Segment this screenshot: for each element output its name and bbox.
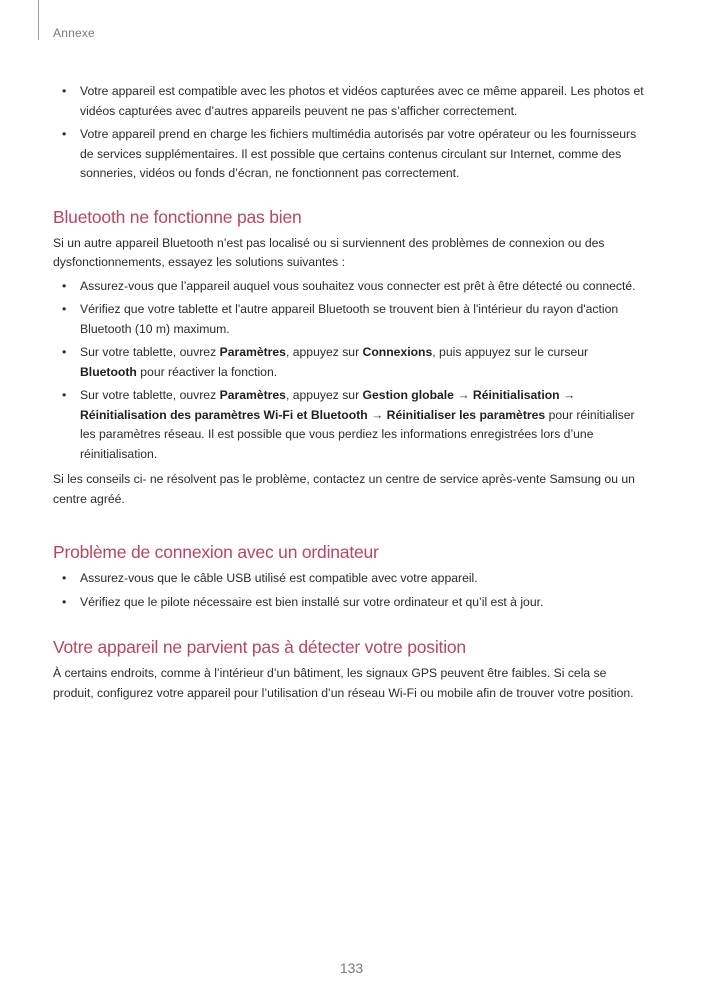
list-item: • Vérifiez que votre tablette et l'autre appareil Bluetooth se trouvent bien à l'intérieur du rayon d'action Bluetooth (10 m) maximum. <box>53 300 645 339</box>
list-item <box>53 343 645 382</box>
header-rule <box>38 0 39 40</box>
menu-path-connections: Connexions <box>362 345 433 359</box>
bullet-text: , appuyez sur <box>285 345 363 359</box>
intro-bullet-list <box>53 82 645 184</box>
menu-path-settings: Paramètres <box>219 388 286 402</box>
arrow-icon: → <box>453 388 473 402</box>
position-text: À certains endroits, comme à l’intérieur d’un bâtiment, les signaux GPS peuvent être faibles. Si cela se produit, configurez votre appareil pour l’utilisation d’un réseau Wi-Fi ou mobile afin de trouver votre position. <box>53 666 634 700</box>
page-number: 133 <box>339 960 364 976</box>
list-item: • Votre appareil est compatible avec les photos et vidéos capturées avec ce même appareil. Les photos et vidéos capturées avec d’autres appareils peuvent ne pas s’afficher correctement. <box>53 82 645 121</box>
bluetooth-section-title: Bluetooth ne fonctionne pas bien <box>53 206 302 227</box>
list-item: • Votre appareil prend en charge les fichiers multimédia autorisés par votre opérateur ou les fournisseurs de services supplémentaires. Il est possible que certains contenus circulant sur Internet, comme des sonneries, vidéos ou fonds d’écran, ne fonctionnent pas correctement. <box>53 125 645 184</box>
bullet-text: , appuyez sur <box>285 388 363 402</box>
computer-section-title: Problème de connexion avec un ordinateur <box>53 542 379 562</box>
bullet-text: Sur votre tablette, ouvrez <box>80 345 220 359</box>
computer-bullet-list <box>53 569 645 612</box>
menu-path-reset-network-settings: Réinitialisation des paramètres Wi-Fi et Bluetooth <box>80 407 368 422</box>
arrow-icon: → <box>559 388 576 402</box>
bluetooth-bullet-list <box>53 277 645 465</box>
bluetooth-outro: Si les conseils ci- ne résolvent pas le problème, contactez un centre de service après-vente Samsung ou un centre agréé. <box>53 472 635 506</box>
bullet-text: Sur votre tablette, ouvrez <box>80 388 220 402</box>
running-header: Annexe <box>53 26 95 40</box>
menu-path-reset: Réinitialisation <box>472 388 560 402</box>
bullet-text: , puis appuyez sur le curseur <box>432 345 589 359</box>
position-section-title: Votre appareil ne parvient pas à détecter votre position <box>53 637 466 657</box>
menu-path-bluetooth: Bluetooth <box>80 364 137 379</box>
arrow-icon: → <box>367 407 387 422</box>
menu-path-reset-settings: Réinitialiser les paramètres <box>386 407 546 422</box>
bluetooth-intro: Si un autre appareil Bluetooth n’est pas localisé ou si surviennent des problèmes de connexion ou des dysfonctionnements, essayez les solutions suivantes : <box>53 235 605 269</box>
menu-path-general-management: Gestion globale <box>362 388 454 402</box>
list-item <box>53 386 645 464</box>
list-item: • Vérifiez que le pilote nécessaire est bien installé sur votre ordinateur et qu’il est à jour. <box>53 593 645 613</box>
list-item: • Assurez-vous que le câble USB utilisé est compatible avec votre appareil. <box>53 569 645 589</box>
bullet-text: pour réactiver la fonction. <box>136 364 278 379</box>
list-item: • Assurez-vous que l’appareil auquel vous souhaitez vous connecter est prêt à être détecté ou connecté. <box>53 277 645 297</box>
menu-path-settings: Paramètres <box>219 345 286 359</box>
bullet-text: pour réinitialiser les paramètres réseau. Il est possible que vous perdiez les informations enregistrées lors d’une réinitialisation. <box>80 407 635 461</box>
page-content <box>53 82 645 703</box>
